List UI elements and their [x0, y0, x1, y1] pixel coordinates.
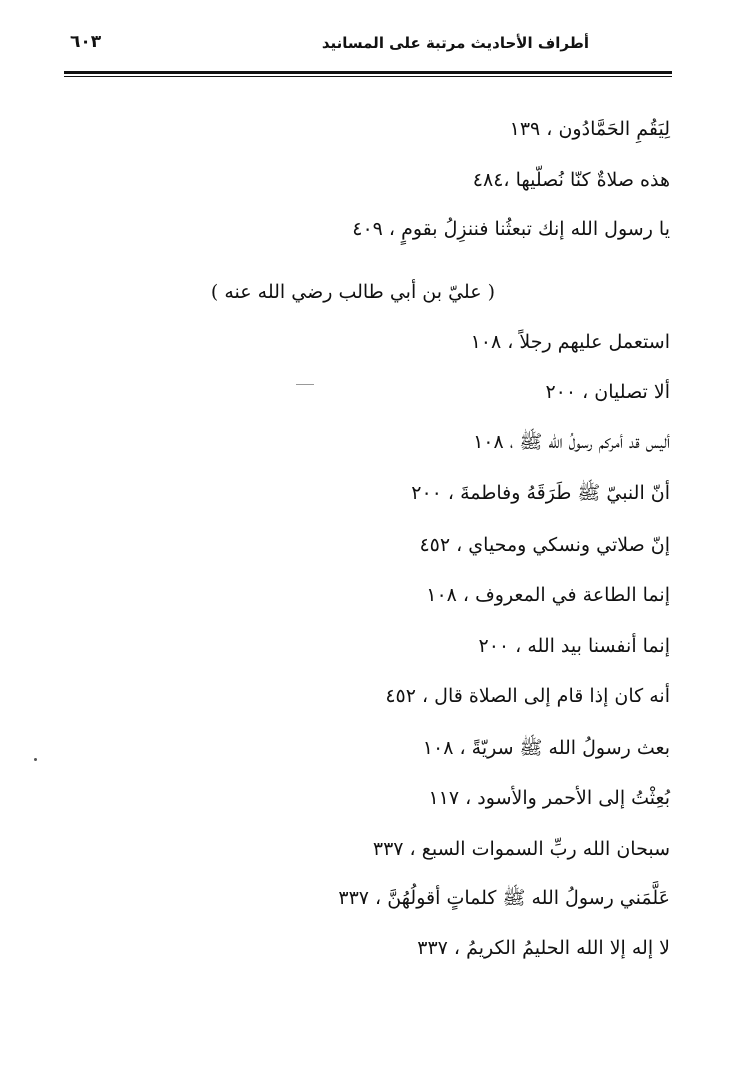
running-header-title: أطراف الأحاديث مرتبة على المسانيد — [321, 34, 589, 52]
header-rule-thin — [64, 76, 672, 77]
hadith-entry: أنّ النبيّ ﷺ طَرَقَهُ وفاطمةَ ، ٢٠٠ — [411, 482, 670, 504]
scan-speck — [34, 758, 37, 761]
hadith-entry: إنّ صلاتي ونسكي ومحياي ، ٤٥٢ — [419, 534, 670, 556]
scan-smudge — [296, 384, 314, 385]
hadith-entry: أليس قد أمركم رسولُ الله ﷺ ، ١٠٨ — [473, 431, 670, 453]
hadith-entry: ألا تصليان ، ٢٠٠ — [545, 381, 670, 403]
hadith-entry: استعمل عليهم رجلاً ، ١٠٨ — [470, 331, 670, 353]
hadith-entry: بعث رسولُ الله ﷺ سريّةً ، ١٠٨ — [422, 737, 670, 759]
hadith-entry: بُعِثْتُ إلى الأحمر والأسود ، ١١٧ — [428, 787, 670, 809]
header-rule-thick — [64, 71, 672, 74]
hadith-entry: سبحان الله ربِّ السموات السبع ، ٣٣٧ — [372, 838, 670, 860]
hadith-entry: يا رسول الله إنك تبعثُنا فننزِلُ بقومٍ ، ٤٠٩ — [352, 218, 670, 240]
hadith-entry: لا إله إلا الله الحليمُ الكريمُ ، ٣٣٧ — [417, 937, 670, 959]
section-heading-companion: ( عليّ بن أبي طالب رضي الله عنه ) — [210, 281, 495, 303]
hadith-entry: لِيَقُمِ الحَمَّادُون ، ١٣٩ — [509, 118, 670, 140]
hadith-entry: أنه كان إذا قام إلى الصلاة قال ، ٤٥٢ — [385, 685, 670, 707]
hadith-entry: إنما أنفسنا بيد الله ، ٢٠٠ — [478, 635, 670, 657]
page-number: ٦٠٣ — [70, 32, 102, 52]
hadith-entry: هذه صلاةٌ كنّا نُصلّيها ،٤٨٤ — [472, 169, 670, 191]
hadith-entry: عَلَّمَني رسولُ الله ﷺ كلماتٍ أقولُهُنَّ ، ٣٣٧ — [338, 887, 670, 909]
hadith-entry: إنما الطاعة في المعروف ، ١٠٨ — [426, 584, 670, 606]
